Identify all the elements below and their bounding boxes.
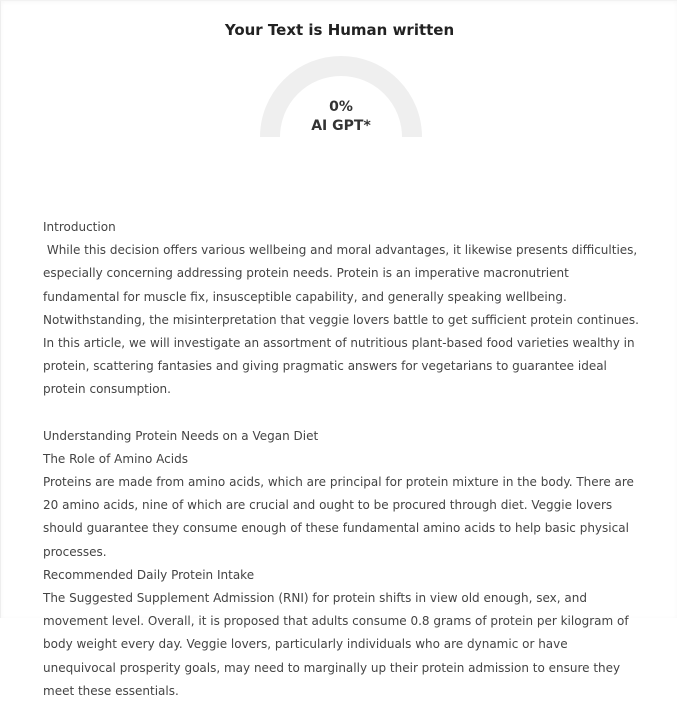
result-title: Your Text is Human written [224,21,455,39]
analyzed-text [43,216,643,703]
intro-paragraph: While this decision offers various wellbeing and moral advantages, it likewise presents difficulties, especially concerning addressing protein needs. Protein is an imperative macronutrient fundamental for muscle fix, insusceptible capability, and generally speaking wellbeing. Notwithstanding, the misinterpretation that veggie lovers battle to get sufficient protein continues. In this article, we will investigate an assortment of nutritious plant-based food varieties wealthy in protein, scattering fantasies and giving pragmatic answers for vegetarians to guarantee ideal protein consumption. [43,243,643,397]
ai-gauge-label: AI GPT* [311,118,371,134]
intake-heading: Recommended Daily Protein Intake [43,567,255,582]
intake-paragraph: The Suggested Supplement Admission (RNI) for protein shifts in view old enough, sex, and movement level. Overall, it is proposed that adults consume 0.8 grams of protein per kilogram of body weight every day. Veggie lovers, particularly individuals who are dynamic or have unequivocal prosperity goals, may need to marginally up their protein admission to ensure they meet these essentials. [43,591,629,698]
amino-heading: The Role of Amino Acids [43,451,188,466]
amino-paragraph: Proteins are made from amino acids, which are principal for protein mixture in the body. There are 20 amino acids, nine of which are crucial and ought to be procured through diet. Veggie lovers should guarantee they consume enough of these fundamental amino acids to help basic physical processes. [43,475,634,559]
ai-gauge [260,56,422,137]
ai-percent: 0% [329,99,353,115]
section-heading: Understanding Protein Needs on a Vegan Diet [43,428,319,443]
paragraph-gap [43,402,643,425]
intro-heading: Introduction [43,220,116,234]
